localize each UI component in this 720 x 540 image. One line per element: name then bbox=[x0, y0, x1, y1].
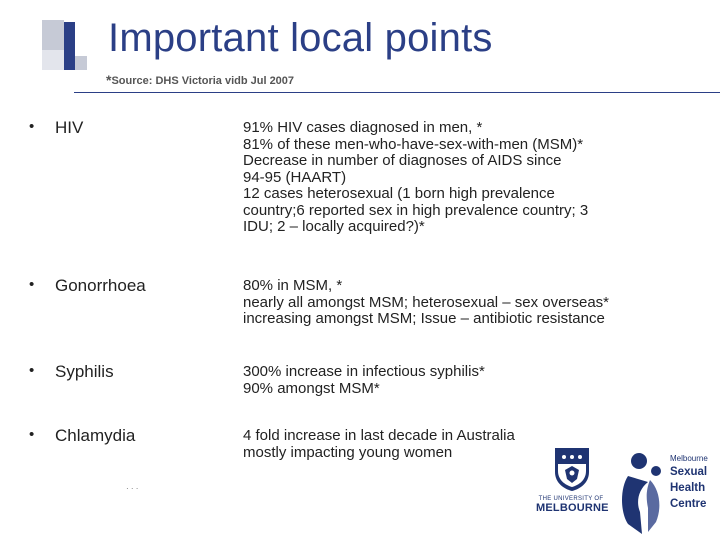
decorative-square-light bbox=[42, 50, 64, 70]
topic-label-syphilis: Syphilis bbox=[55, 362, 114, 381]
detail-line: nearly all amongst MSM; heterosexual – sex overseas* bbox=[243, 293, 610, 311]
msc-logo bbox=[618, 446, 720, 536]
detail-line: mostly impacting young women bbox=[243, 443, 453, 461]
bullet: • bbox=[29, 362, 35, 379]
university-crest-icon bbox=[553, 446, 591, 492]
detail-line: 81% of these men-who-have-sex-with-men (MSM)* bbox=[243, 135, 584, 153]
topic-label-gonorrhoea: Gonorrhoea bbox=[55, 276, 146, 295]
decorative-square-dark bbox=[64, 22, 75, 70]
university-name-line2: MELBOURNE bbox=[536, 502, 609, 514]
topic-detail-gonorrhoea bbox=[243, 278, 609, 328]
university-logo bbox=[536, 444, 609, 530]
university-name bbox=[536, 496, 609, 514]
footer-small-text: · · · bbox=[126, 484, 139, 493]
detail-line: 12 cases heterosexual (1 born high prevalence bbox=[243, 185, 555, 202]
source-star: * bbox=[106, 72, 112, 88]
decorative-square-small bbox=[75, 56, 87, 70]
detail-line: 91% HIV cases diagnosed in men, * bbox=[243, 119, 483, 136]
detail-line: IDU; 2 – locally acquired?)* bbox=[243, 218, 425, 235]
source-text: Source: DHS Victoria vidb Jul 2007 bbox=[111, 75, 295, 87]
msc-logo-line: Centre bbox=[670, 498, 707, 510]
decorative-square-large bbox=[42, 20, 64, 50]
msc-logo-line: Health bbox=[670, 482, 706, 494]
topic-label-chlamydia: Chlamydia bbox=[55, 426, 136, 445]
detail-line: 90% amongst MSM* bbox=[243, 379, 380, 397]
university-name-line1: THE UNIVERSITY OF bbox=[538, 496, 604, 502]
msc-logo-line: Melbourne bbox=[670, 454, 708, 463]
detail-line: 80% in MSM, * bbox=[243, 277, 343, 294]
msc-logo-line: Sexual bbox=[670, 466, 708, 478]
msc-logo-text bbox=[670, 454, 708, 512]
topic-detail-syphilis bbox=[243, 364, 485, 397]
detail-line: 94-95 (HAART) bbox=[243, 168, 347, 186]
topic-detail-hiv bbox=[243, 120, 588, 236]
bullet: • bbox=[29, 276, 35, 293]
page-title: Important local points bbox=[108, 16, 493, 60]
topic-label-hiv: HIV bbox=[55, 118, 84, 137]
bullet: • bbox=[29, 426, 35, 443]
msc-figure-icon bbox=[618, 450, 668, 534]
title-underline bbox=[74, 92, 720, 93]
bullet: • bbox=[29, 118, 35, 135]
source-note bbox=[106, 72, 294, 88]
detail-line: increasing amongst MSM; Issue – antibiotic resistance bbox=[243, 310, 605, 327]
detail-line: 300% increase in infectious syphilis* bbox=[243, 363, 485, 380]
detail-line: 4 fold increase in last decade in Australia bbox=[243, 427, 515, 444]
detail-line: country;6 reported sex in high prevalence country; 3 bbox=[243, 201, 589, 219]
detail-line: Decrease in number of diagnoses of AIDS since bbox=[243, 152, 562, 169]
topic-detail-chlamydia bbox=[243, 428, 515, 461]
